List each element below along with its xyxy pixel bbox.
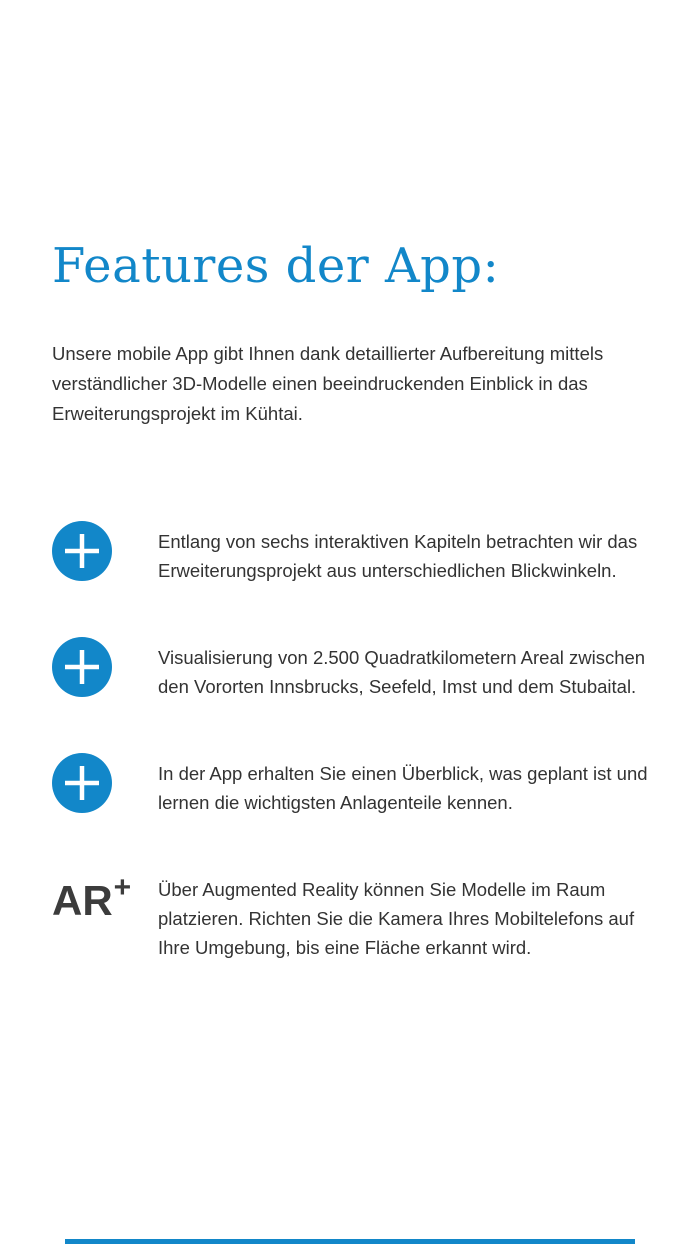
plus-circle-icon xyxy=(52,637,112,697)
feature-item-visualisation xyxy=(52,641,648,701)
ar-logo-plus: + xyxy=(113,870,132,904)
feature-text: In der App erhalten Sie einen Überblick, was geplant ist und lernen die wichtigsten Anlagenteile kennen. xyxy=(158,762,648,813)
feature-item-augmented-reality xyxy=(52,870,648,962)
feature-icon-col xyxy=(52,753,112,813)
feature-icon-col xyxy=(52,521,112,581)
feature-text: Entlang von sechs interaktiven Kapiteln betrachten wir das Erweiterungsprojekt aus unterschiedlichen Blickwinkeln. xyxy=(158,530,638,581)
intro-paragraph: Unsere mobile App gibt Ihnen dank detaillierter Aufbereitung mittels verständlicher 3D-Modelle einen beeindruckenden Einblick in das Erweiterungsprojekt im Kühtai. xyxy=(52,342,604,424)
bottom-divider xyxy=(65,1239,635,1244)
page-title: Features der App: xyxy=(52,238,500,294)
feature-item-overview xyxy=(52,757,648,817)
plus-circle-icon xyxy=(52,753,112,813)
plus-circle-icon xyxy=(52,521,112,581)
ar-logo-label: AR xyxy=(52,876,113,924)
feature-icon-col xyxy=(52,869,132,924)
ar-plus-logo-icon xyxy=(52,870,132,924)
feature-list xyxy=(52,525,648,1018)
feature-icon-col xyxy=(52,637,112,697)
feature-text: Über Augmented Reality können Sie Modelle im Raum platzieren. Richten Sie die Kamera Ihres Mobiltelefons auf Ihre Umgebung, bis eine Fläche erkannt wird. xyxy=(158,878,635,958)
feature-item-chapters xyxy=(52,525,648,585)
feature-text: Visualisierung von 2.500 Quadratkilometern Areal zwischen den Vororten Innsbrucks, Seefeld, Imst und dem Stubaital. xyxy=(158,646,646,697)
